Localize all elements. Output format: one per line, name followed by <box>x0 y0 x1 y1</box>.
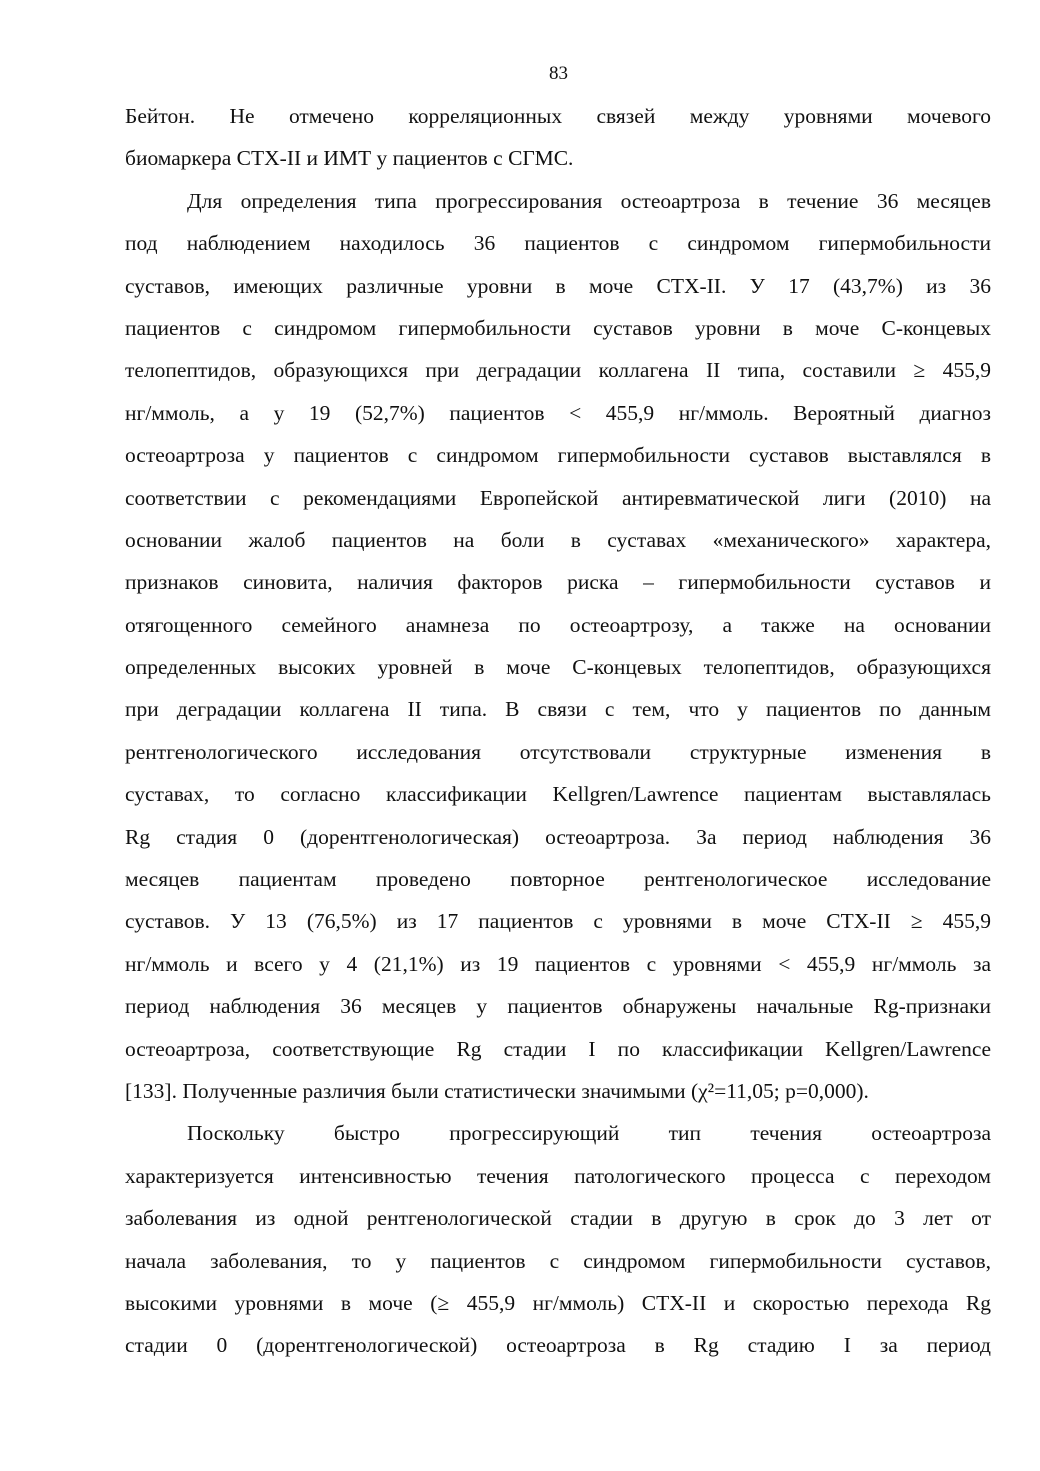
text-line: нг/ммоль, а у 19 (52,7%) пациентов < 455,9 нг/ммоль. Вероятный диагноз <box>125 400 991 425</box>
text-line: отягощенного семейного анамнеза по остеоартрозу, а также на основании <box>125 612 991 637</box>
text-line: Rg стадия 0 (дорентгенологическая) остеоартроза. За период наблюдения 36 <box>125 824 991 849</box>
text-line: Бейтон. Не отмечено корреляционных связей между уровнями мочевого <box>125 104 991 128</box>
text-line: [133]. Полученные различия были статистически значимыми (χ²=11,05; p=0,000). <box>125 1078 869 1103</box>
text-line: рентгенологического исследования отсутствовали структурные изменения в <box>125 739 991 764</box>
text-line: основании жалоб пациентов на боли в суставах «механического» характера, <box>125 527 991 552</box>
text-line: высокими уровнями в моче (≥ 455,9 нг/ммоль) СТХ-II и скоростью перехода Rg <box>125 1290 991 1315</box>
paragraph <box>125 1112 991 1366</box>
text-line: заболевания из одной рентгенологической стадии в другую в срок до 3 лет от <box>125 1206 991 1231</box>
text-line: суставов. У 13 (76,5%) из 17 пациентов с уровнями в моче СТХ-II ≥ 455,9 <box>125 909 991 934</box>
page-number: 83 <box>549 63 568 84</box>
text-line: Поскольку быстро прогрессирующий тип течения остеоартроза <box>187 1121 991 1146</box>
text-line: телопептидов, образующихся при деградации коллагена II типа, составили ≥ 455,9 <box>125 358 991 383</box>
text-line: месяцев пациентам проведено повторное рентгенологическое исследование <box>125 867 991 892</box>
text-line: стадии 0 (дорентгенологической) остеоартроза в Rg стадию I за период <box>125 1333 991 1358</box>
text-line: суставах, то согласно классификации Kellgren/Lawrence пациентам выставлялась <box>125 782 991 807</box>
text-line: пациентов с синдромом гипермобильности суставов уровни в моче С-концевых <box>125 315 991 340</box>
text-line: суставов, имеющих различные уровни в моче СТХ-II. У 17 (43,7%) из 36 <box>125 273 991 298</box>
text-line: нг/ммоль и всего у 4 (21,1%) из 19 пациентов с уровнями < 455,9 нг/ммоль за <box>125 951 991 976</box>
text-line: при деградации коллагена II типа. В связи с тем, что у пациентов по данным <box>125 697 991 722</box>
text-line: начала заболевания, то у пациентов с синдромом гипермобильности суставов, <box>125 1248 991 1273</box>
text-line: период наблюдения 36 месяцев у пациентов обнаружены начальные Rg-признаки <box>125 994 991 1019</box>
text-line: остеоартроза, соответствующие Rg стадии I по классификации Kellgren/Lawrence <box>125 1036 991 1061</box>
text-line: биомаркера СТХ-II и ИМТ у пациентов с СГМС. <box>125 146 574 171</box>
text-line: определенных высоких уровней в моче С-концевых телопептидов, образующихся <box>125 655 991 680</box>
text-line: признаков синовита, наличия факторов риска – гипермобильности суставов и <box>125 570 991 595</box>
document-body <box>125 95 991 1367</box>
text-line: под наблюдением находилось 36 пациентов с синдромом гипермобильности <box>125 231 991 256</box>
text-line: остеоартроза у пациентов с синдромом гипермобильности суставов выставлялся в <box>125 443 991 468</box>
text-line: соответствии с рекомендациями Европейской антиревматической лиги (2010) на <box>125 485 991 510</box>
paragraph <box>125 180 991 1113</box>
paragraph <box>125 95 991 180</box>
text-line: Для определения типа прогрессирования остеоартроза в течение 36 месяцев <box>187 188 991 213</box>
text-line: характеризуется интенсивностью течения патологического процесса с переходом <box>125 1163 991 1188</box>
